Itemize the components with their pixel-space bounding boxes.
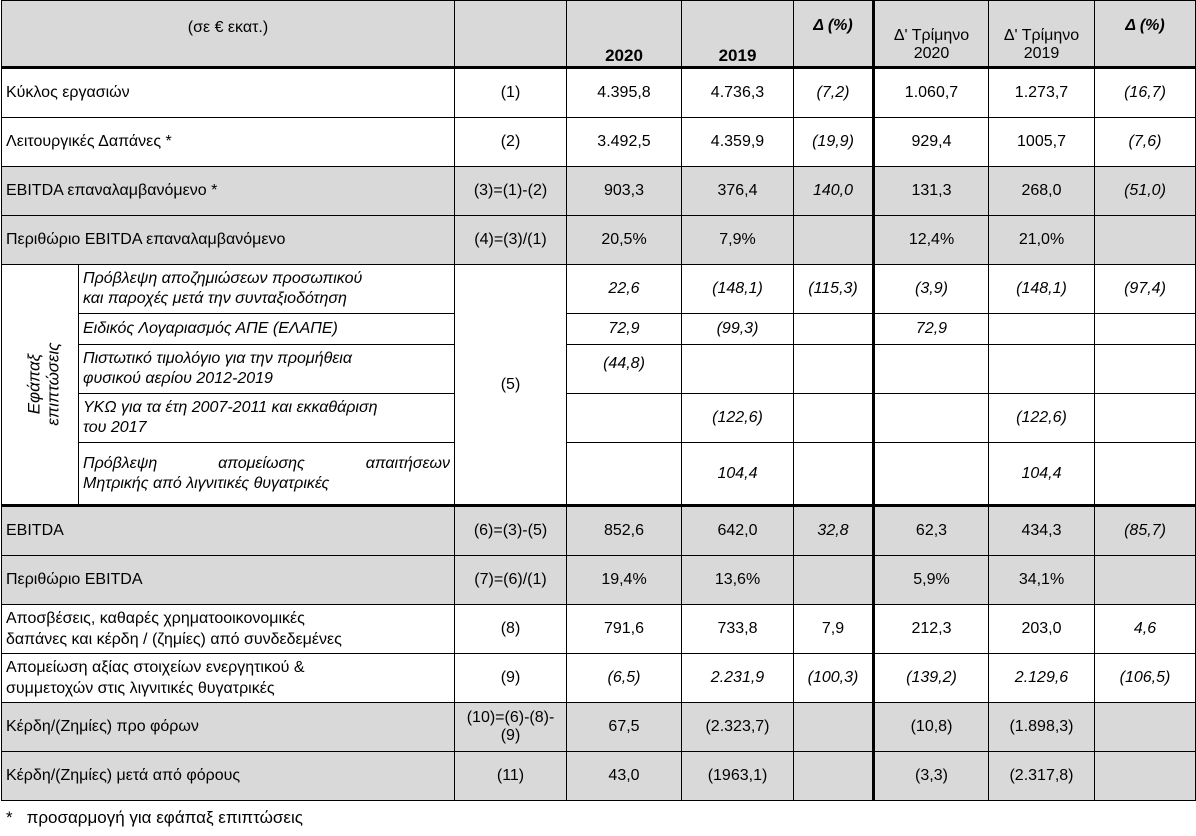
table-row <box>2 506 1196 556</box>
row-ref: (1) <box>455 68 567 118</box>
value-2020: 852,6 <box>567 506 682 556</box>
value-2020: 19,4% <box>567 556 682 605</box>
footnote-marker: * <box>6 808 13 827</box>
value-qdelta <box>1095 394 1196 443</box>
delta-header: Δ (%) <box>794 1 874 68</box>
value-q2019: 104,4 <box>989 443 1095 506</box>
value-2020: 903,3 <box>567 167 682 216</box>
value-q2019: 1.273,7 <box>989 68 1095 118</box>
table-row <box>2 654 1196 703</box>
value-q2020: (3,9) <box>874 265 989 314</box>
one-off-ref: (5) <box>455 265 567 506</box>
value-2020 <box>567 443 682 506</box>
value-qdelta: (97,4) <box>1095 265 1196 314</box>
q4-2020-header: Δ' Τρίμηνο 2020 <box>874 1 989 68</box>
value-q2019: 2.129,6 <box>989 654 1095 703</box>
table-row <box>2 68 1196 118</box>
value-q2020: 72,9 <box>874 314 989 345</box>
row-ref: (11) <box>455 752 567 801</box>
q4-2019-header: Δ' Τρίμηνο 2019 <box>989 1 1095 68</box>
value-2020: 67,5 <box>567 703 682 752</box>
value-delta: 32,8 <box>794 506 874 556</box>
row-label: EBITDA επαναλαμβανόμενο * <box>2 167 455 216</box>
value-q2020: 62,3 <box>874 506 989 556</box>
one-off-item-label: Πρόβλεψη απομείωσης απαιτήσεων Μητρικής από λιγνιτικές θυγατρικές <box>79 443 455 506</box>
one-off-row <box>2 345 1196 394</box>
one-off-row <box>2 265 1196 314</box>
value-2020: 20,5% <box>567 216 682 265</box>
value-delta: 140,0 <box>794 167 874 216</box>
table-row <box>2 752 1196 801</box>
value-q2019 <box>989 345 1095 394</box>
financial-results-table <box>1 0 1196 801</box>
value-delta <box>794 394 874 443</box>
value-delta <box>794 752 874 801</box>
row-label: Κύκλος εργασιών <box>2 68 455 118</box>
footnote-text: προσαρμογή για εφάπαξ επιπτώσεις <box>26 808 303 827</box>
units-header: (σε € εκατ.) <box>2 1 455 68</box>
value-delta <box>794 345 874 394</box>
value-q2019: (148,1) <box>989 265 1095 314</box>
value-q2019: 1005,7 <box>989 118 1095 167</box>
value-2019 <box>682 345 794 394</box>
value-qdelta <box>1095 556 1196 605</box>
year-2019-header: 2019 <box>682 1 794 68</box>
value-delta: (7,2) <box>794 68 874 118</box>
value-qdelta <box>1095 752 1196 801</box>
value-qdelta: (7,6) <box>1095 118 1196 167</box>
value-delta <box>794 556 874 605</box>
one-off-row <box>2 394 1196 443</box>
row-label: Απομείωση αξίας στοιχείων ενεργητικού & συμμετοχών στις λιγνιτικές θυγατρικές <box>2 654 455 703</box>
row-ref: (8) <box>455 605 567 654</box>
value-q2019: 21,0% <box>989 216 1095 265</box>
value-q2020: 131,3 <box>874 167 989 216</box>
value-2019: (2.323,7) <box>682 703 794 752</box>
value-2019: (1963,1) <box>682 752 794 801</box>
value-q2019: (122,6) <box>989 394 1095 443</box>
value-q2020: 212,3 <box>874 605 989 654</box>
value-2019: 4.736,3 <box>682 68 794 118</box>
value-2020: (6,5) <box>567 654 682 703</box>
value-q2020: (10,8) <box>874 703 989 752</box>
value-q2019: 34,1% <box>989 556 1095 605</box>
value-2020: 3.492,5 <box>567 118 682 167</box>
value-q2020: (3,3) <box>874 752 989 801</box>
value-delta <box>794 314 874 345</box>
value-2019: 4.359,9 <box>682 118 794 167</box>
table-row <box>2 556 1196 605</box>
value-qdelta <box>1095 443 1196 506</box>
value-delta <box>794 703 874 752</box>
row-ref: (6)=(3)-(5) <box>455 506 567 556</box>
value-q2019: (1.898,3) <box>989 703 1095 752</box>
value-q2019: 434,3 <box>989 506 1095 556</box>
value-delta <box>794 216 874 265</box>
value-q2019: 268,0 <box>989 167 1095 216</box>
value-q2019: 203,0 <box>989 605 1095 654</box>
value-delta: (115,3) <box>794 265 874 314</box>
value-q2020 <box>874 443 989 506</box>
value-2020: 4.395,8 <box>567 68 682 118</box>
row-label: Κέρδη/(Ζημίες) μετά από φόρους <box>2 752 455 801</box>
row-label: Περιθώριο EBITDA <box>2 556 455 605</box>
row-label: Αποσβέσεις, καθαρές χρηματοοικονομικές δαπάνες και κέρδη / (ζημίες) από συνδεδεμένες <box>2 605 455 654</box>
value-2020: 22,6 <box>567 265 682 314</box>
row-label: Περιθώριο EBITDA επαναλαμβανόμενο <box>2 216 455 265</box>
value-2019: 733,8 <box>682 605 794 654</box>
row-ref: (9) <box>455 654 567 703</box>
value-2020: 791,6 <box>567 605 682 654</box>
value-2020: 72,9 <box>567 314 682 345</box>
value-2019: 104,4 <box>682 443 794 506</box>
value-q2020: 12,4% <box>874 216 989 265</box>
value-qdelta <box>1095 314 1196 345</box>
value-qdelta: (51,0) <box>1095 167 1196 216</box>
one-off-item-label: Πιστωτικό τιμολόγιο για την προμήθεια φυσικού αερίου 2012-2019 <box>79 345 455 394</box>
one-off-item-label: ΥΚΩ για τα έτη 2007-2011 και εκκαθάριση του 2017 <box>79 394 455 443</box>
row-label: Κέρδη/(Ζημίες) προ φόρων <box>2 703 455 752</box>
value-qdelta <box>1095 216 1196 265</box>
value-qdelta: 4,6 <box>1095 605 1196 654</box>
table-row <box>2 605 1196 654</box>
value-qdelta <box>1095 345 1196 394</box>
value-2020: (44,8) <box>567 345 682 394</box>
one-off-group-label: Εφάπαξ επιπτώσεις <box>2 265 79 506</box>
value-q2020: 5,9% <box>874 556 989 605</box>
value-qdelta: (106,5) <box>1095 654 1196 703</box>
header-row <box>2 1 1196 68</box>
value-2019: 13,6% <box>682 556 794 605</box>
value-qdelta: (16,7) <box>1095 68 1196 118</box>
empty-header <box>455 1 567 68</box>
value-2019: 642,0 <box>682 506 794 556</box>
value-2020 <box>567 394 682 443</box>
value-qdelta: (85,7) <box>1095 506 1196 556</box>
value-q2019 <box>989 314 1095 345</box>
table-row <box>2 118 1196 167</box>
value-delta: (100,3) <box>794 654 874 703</box>
value-q2020: (139,2) <box>874 654 989 703</box>
value-2019: (99,3) <box>682 314 794 345</box>
value-2019: (148,1) <box>682 265 794 314</box>
table-row <box>2 167 1196 216</box>
value-q2020 <box>874 345 989 394</box>
value-q2020: 1.060,7 <box>874 68 989 118</box>
value-delta: (19,9) <box>794 118 874 167</box>
row-label: Λειτουργικές Δαπάνες * <box>2 118 455 167</box>
value-2019: 376,4 <box>682 167 794 216</box>
table-row <box>2 703 1196 752</box>
footnote <box>6 808 1196 828</box>
value-2019: 7,9% <box>682 216 794 265</box>
one-off-row <box>2 314 1196 345</box>
row-ref: (7)=(6)/(1) <box>455 556 567 605</box>
one-off-item-label: Πρόβλεψη αποζημιώσεων προσωπικού και παροχές μετά την συνταξιοδότηση <box>79 265 455 314</box>
table-row <box>2 216 1196 265</box>
year-2020-header: 2020 <box>567 1 682 68</box>
value-q2020: 929,4 <box>874 118 989 167</box>
value-delta <box>794 443 874 506</box>
row-ref: (3)=(1)-(2) <box>455 167 567 216</box>
row-ref: (4)=(3)/(1) <box>455 216 567 265</box>
row-label: EBITDA <box>2 506 455 556</box>
one-off-item-label: Ειδικός Λογαριασμός ΑΠΕ (ΕΛΑΠΕ) <box>79 314 455 345</box>
value-2019: 2.231,9 <box>682 654 794 703</box>
value-qdelta <box>1095 703 1196 752</box>
value-2019: (122,6) <box>682 394 794 443</box>
row-ref: (2) <box>455 118 567 167</box>
one-off-row <box>2 443 1196 506</box>
value-2020: 43,0 <box>567 752 682 801</box>
value-q2019: (2.317,8) <box>989 752 1095 801</box>
value-delta: 7,9 <box>794 605 874 654</box>
q-delta-header: Δ (%) <box>1095 1 1196 68</box>
value-q2020 <box>874 394 989 443</box>
row-ref: (10)=(6)-(8)-(9) <box>455 703 567 752</box>
